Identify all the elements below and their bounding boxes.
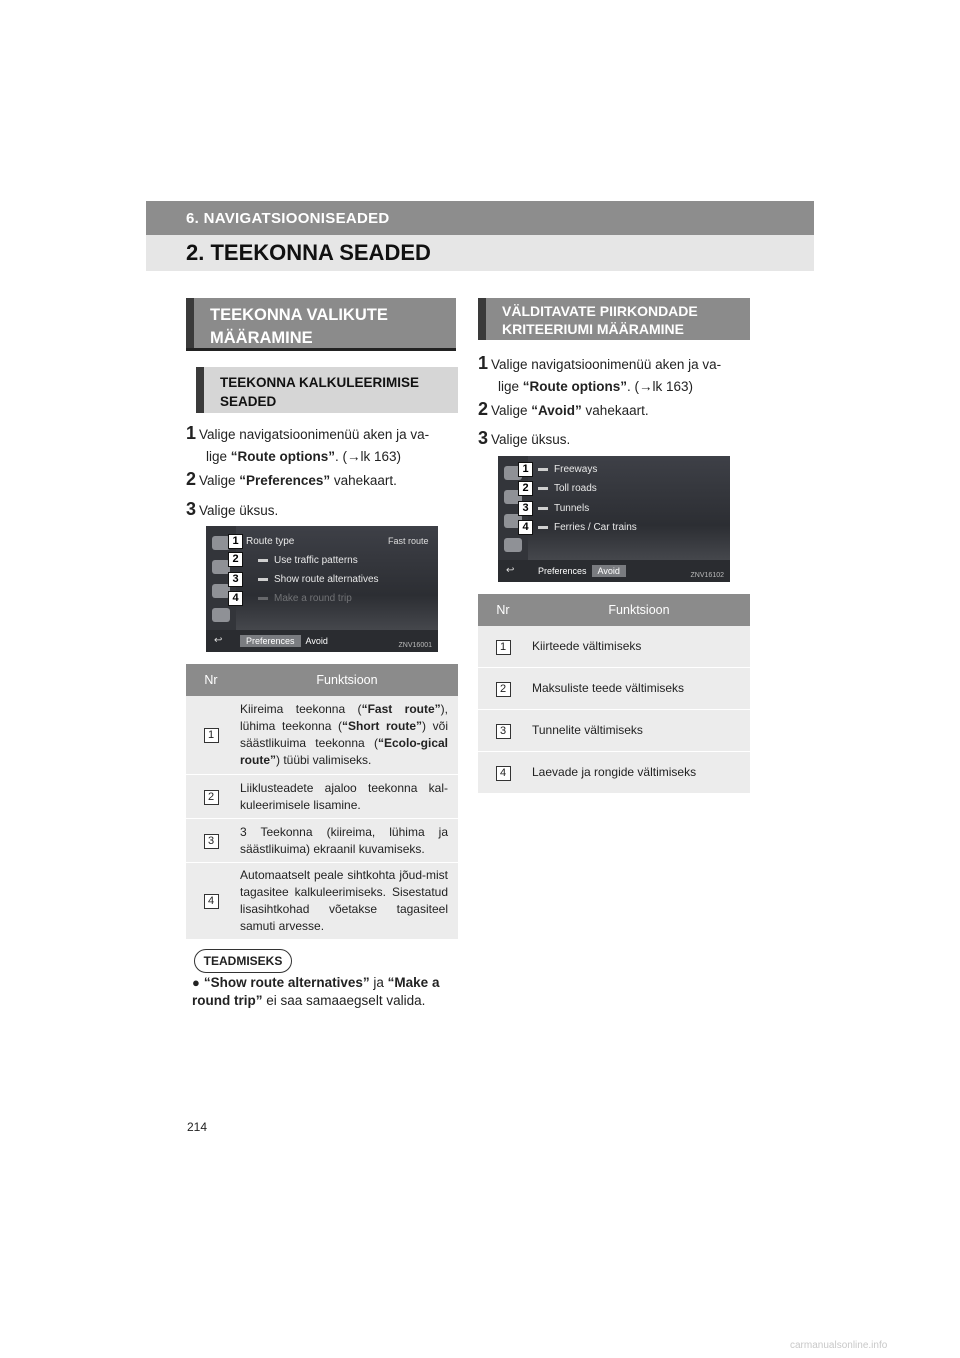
left-step-1: 1 Valige navigatsioonimenüü aken ja va- lige “Route options”. (→lk 163) (186, 423, 430, 464)
table-row (478, 752, 750, 794)
row-number: 1 (478, 626, 528, 668)
tab-avoid: Avoid (592, 565, 626, 577)
screen-row: Route type (246, 536, 295, 547)
right-section-title: VÄLDITAVATE PIIRKONDADE KRITEERIUMI MÄÄRAMINE (502, 303, 698, 337)
table-row (478, 710, 750, 752)
screen-row: Show route alternatives (258, 574, 379, 585)
row-number: 3 (186, 819, 236, 863)
row-function: Laevade ja rongide vältimiseks (528, 752, 750, 794)
right-step-3: 3 Valige üksus. (478, 428, 571, 448)
row-function: Kiirteede vältimiseks (528, 626, 750, 668)
table-row (186, 863, 458, 940)
image-code: ZNV16001 (398, 642, 432, 649)
row-number: 1 (186, 696, 236, 775)
row-number: 3 (478, 710, 528, 752)
callout-2: 2 (518, 481, 533, 496)
left-section-title: TEEKONNA VALIKUTE MÄÄRAMINE (210, 306, 388, 347)
section-header (146, 235, 814, 271)
left-screen-image (206, 526, 438, 652)
callout-4: 4 (518, 520, 533, 535)
row-function: Liiklusteadete ajaloo teekonna kal-kuleerimisele lisamine. (236, 775, 458, 819)
chapter-title: 6. NAVIGATSIOONISEADED (186, 210, 390, 227)
table-row (186, 775, 458, 819)
col-nr: Nr (186, 664, 236, 696)
back-icon: ↩ (214, 635, 223, 646)
screen-row: Freeways (538, 464, 597, 475)
left-step-3: 3 Valige üksus. (186, 499, 279, 519)
table-row (186, 696, 458, 775)
left-function-table (186, 664, 458, 940)
tab-avoid: Avoid (305, 636, 328, 646)
note-badge: TEADMISEKS (194, 949, 292, 973)
right-screen-image (498, 456, 730, 582)
col-function: Funktsioon (236, 664, 458, 696)
tab-preferences: Preferences (240, 635, 301, 647)
col-function: Funktsioon (528, 594, 750, 626)
page-title: 2. TEEKONNA SEADED (186, 240, 431, 265)
row-function: Maksuliste teede vältimiseks (528, 668, 750, 710)
screen-row: Use traffic patterns (258, 555, 358, 566)
right-function-table (478, 594, 750, 794)
callout-1: 1 (518, 462, 533, 477)
right-step-2: 2 Valige “Avoid” vahekaart. (478, 399, 649, 419)
row-number: 2 (478, 668, 528, 710)
back-icon: ↩ (506, 565, 515, 576)
table-row (478, 626, 750, 668)
row-number: 2 (186, 775, 236, 819)
screen-row: Ferries / Car trains (538, 522, 637, 533)
row-function: Tunnelite vältimiseks (528, 710, 750, 752)
image-code: ZNV16102 (690, 572, 724, 579)
row-number: 4 (186, 863, 236, 940)
row-function: Automaatselt peale sihtkohta jõud-mist tagasitee kalkuleerimiseks. Sisestatud lisasihtkohad võetakse tagasiteel samuti arvesse. (236, 863, 458, 940)
chapter-header (146, 201, 814, 235)
screen-row: Make a round trip (258, 593, 352, 604)
row-function: 3 Teekonna (kiireima, lühima ja säästlikuima) ekraanil kuvamiseks. (236, 819, 458, 863)
callout-1: 1 (228, 534, 243, 549)
table-row (478, 668, 750, 710)
left-subsection-heading (196, 367, 458, 413)
watermark: carmanualsonline.info (790, 1340, 888, 1351)
row-function: Kiireima teekonna (“Fast route”), lühima teekonna (“Short route”) või säästlikuima teekonna (“Ecolo-gical route”) tüübi valimiseks. (236, 696, 458, 775)
left-subsection-title: TEEKONNA KALKULEERIMISE SEADED (220, 375, 420, 409)
screen-fast-route: Fast route (388, 536, 429, 546)
screen-row: Toll roads (538, 483, 597, 494)
row-number: 4 (478, 752, 528, 794)
page-number: 214 (187, 1120, 208, 1134)
callout-4: 4 (228, 591, 243, 606)
bullet-icon: ● (192, 975, 200, 990)
right-section-heading (478, 298, 750, 340)
settings-icon (212, 608, 230, 622)
callout-3: 3 (518, 501, 533, 516)
screen-row: Tunnels (538, 503, 589, 514)
note-text: ● “Show route alternatives” ja “Make a round trip” ei saa samaaegselt valida. (192, 975, 440, 1008)
callout-3: 3 (228, 572, 243, 587)
tab-preferences: Preferences (538, 566, 587, 576)
col-nr: Nr (478, 594, 528, 626)
left-section-heading (186, 298, 456, 351)
right-step-1: 1 Valige navigatsioonimenüü aken ja va- lige “Route options”. (→lk 163) (478, 353, 722, 394)
settings-icon (504, 538, 522, 552)
table-row (186, 819, 458, 863)
callout-2: 2 (228, 552, 243, 567)
left-step-2: 2 Valige “Preferences” vahekaart. (186, 469, 397, 489)
